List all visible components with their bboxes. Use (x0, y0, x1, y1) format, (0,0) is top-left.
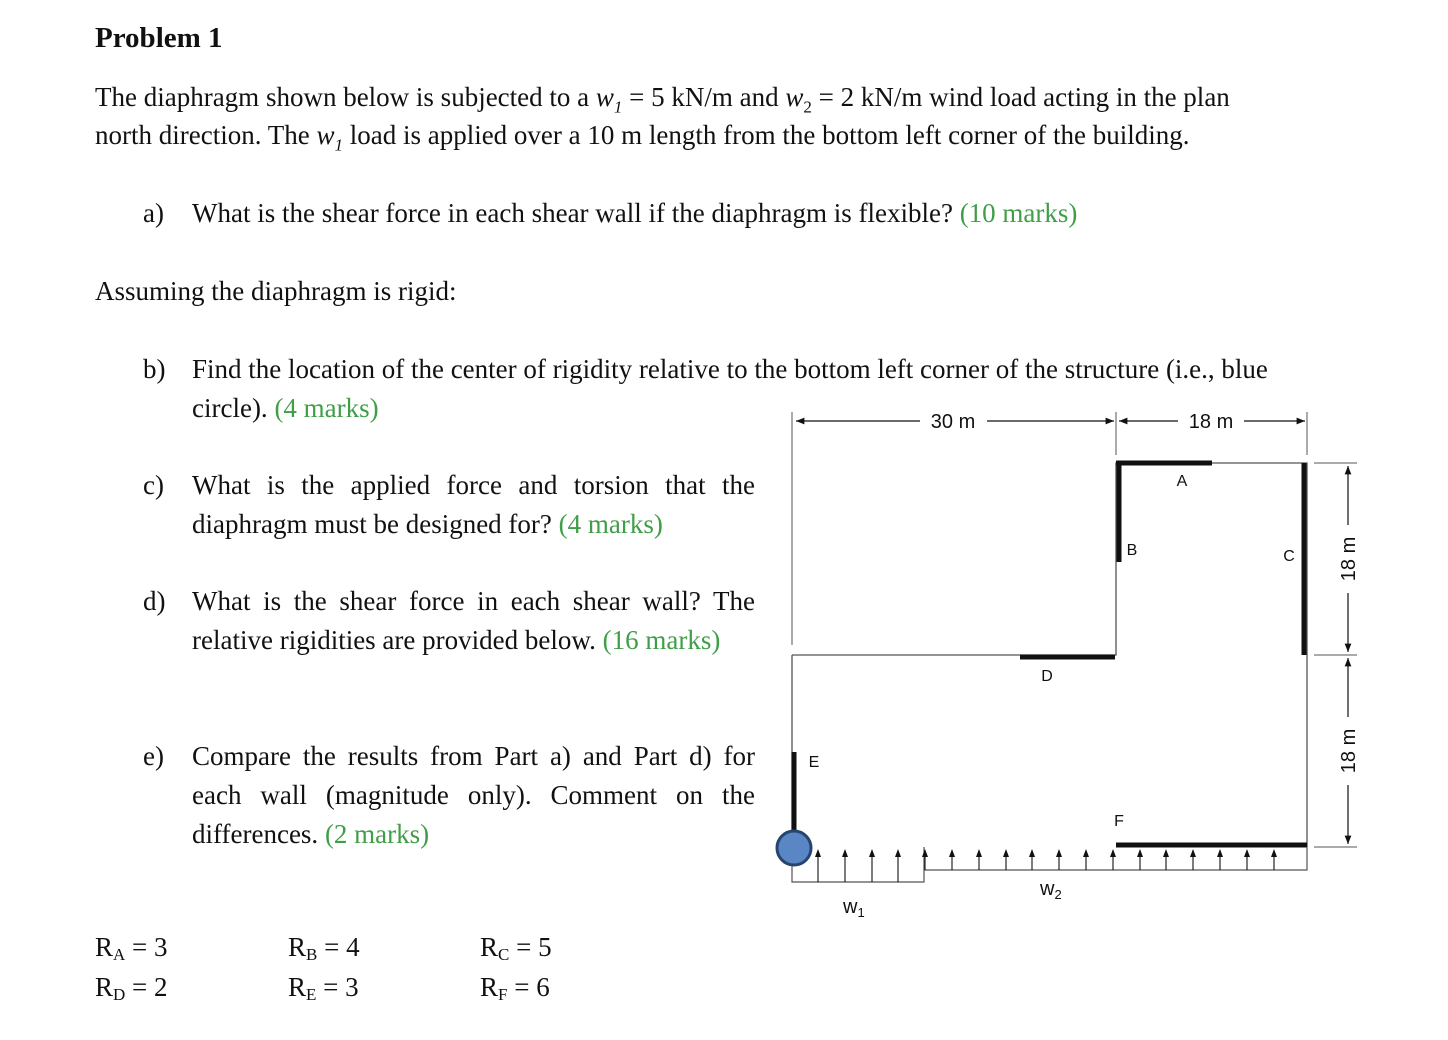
question-b-label: b) (143, 354, 166, 384)
wall-label-b: B (1126, 542, 1138, 559)
wall-label-c: C (1283, 548, 1295, 565)
load-arrow-head (1083, 849, 1089, 857)
rigidity-d: $R_D = 2$ (95, 972, 168, 1004)
load-label-w2: $w_2$ (1040, 878, 1062, 902)
question-d-text: What is the shear force in each shear wall? The relative rigidities are provided below. (192, 586, 755, 655)
load-arrow-head (895, 849, 901, 857)
question-c-marks: (4 marks) (558, 509, 663, 539)
dim-right-upper: 18 m (1338, 536, 1360, 582)
rigidity-c: $R_C = 5$ (480, 932, 552, 964)
intro-line-1: The diaphragm shown below is subjected to a $w_1 = 5$ kN/m and $w_2 = 2$ kN/m wind load acting in the plan (95, 82, 1230, 117)
load-label-w1: $w_1$ (843, 896, 865, 920)
load-arrow-head (976, 849, 982, 857)
wall-label-a: A (1176, 473, 1188, 490)
load-arrow-head (1163, 849, 1169, 857)
load-arrow-head (1137, 849, 1143, 857)
problem-title: Problem 1 (95, 22, 223, 54)
rigidity-a: $R_A = 3$ (95, 932, 168, 964)
load-arrow-head (1003, 849, 1009, 857)
load-arrow-head (1271, 849, 1277, 857)
load-arrow-head (1244, 849, 1250, 857)
rigidity-e: $R_E = 3$ (288, 972, 359, 1004)
question-b-marks: (4 marks) (274, 393, 379, 423)
dim-top-right: 18 m (1188, 411, 1234, 433)
dim-right-lower: 18 m (1338, 728, 1360, 774)
load-arrow-head (949, 849, 955, 857)
question-c-text: What is the applied force and torsion that the diaphragm must be designed for? (192, 470, 755, 539)
question-d-marks: (16 marks) (602, 625, 721, 655)
assumption-text: Assuming the diaphragm is rigid: (95, 276, 457, 306)
load-arrow-head (815, 849, 821, 857)
load-arrow-head (1190, 849, 1196, 857)
dim-top-left: 30 m (930, 411, 976, 433)
load-arrow-head (1217, 849, 1223, 857)
load-arrow-head (1056, 849, 1062, 857)
wall-label-f: F (1114, 813, 1124, 830)
question-e-text: Compare the results from Part a) and Part d) for each wall (magnitude only). Comment on the differences. (192, 741, 755, 849)
intro-line-2: north direction. The $w_1$ load is applied over a 10 m length from the bottom left corner of the building. (95, 120, 1190, 155)
question-a-text: What is the shear force in each shear wall if the diaphragm is flexible? (192, 198, 953, 228)
question-e-label: e) (143, 741, 164, 771)
question-a-label: a) (143, 198, 164, 228)
wall-label-e: E (808, 754, 820, 771)
question-b-text: Find the location of the center of rigidity relative to the bottom left corner of the structure (i.e., blue circle). (192, 354, 1268, 423)
load-arrow-head (842, 849, 848, 857)
wall-label-d: D (1041, 668, 1053, 685)
load-arrow-head (869, 849, 875, 857)
load-arrow-head (922, 849, 928, 857)
load-arrow-head (1029, 849, 1035, 857)
question-c-label: c) (143, 470, 164, 500)
center-circle (777, 831, 811, 865)
question-e-marks: (2 marks) (324, 819, 430, 849)
extension-lines (792, 412, 1357, 847)
load-arrow-head (1110, 849, 1116, 857)
rigidity-f: $R_F = 6$ (480, 972, 550, 1004)
question-a-marks: (10 marks) (959, 198, 1078, 228)
rigidity-b: $R_B = 4$ (288, 932, 360, 964)
question-d-label: d) (143, 586, 166, 616)
load-w2-block (924, 847, 1307, 870)
